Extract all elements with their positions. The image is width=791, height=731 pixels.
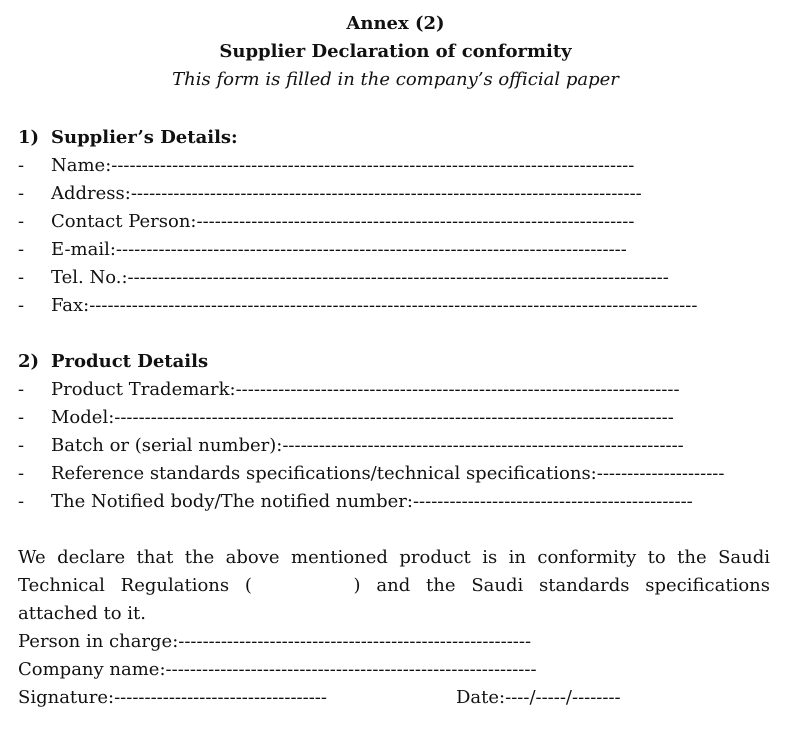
declaration-word: to (647, 547, 666, 568)
section-product-details-title (18, 348, 208, 376)
bullet-dash: - (18, 407, 25, 428)
field-fax (18, 292, 746, 320)
declaration-line-2 (18, 572, 770, 600)
declaration-line-3: attached to it. (18, 603, 147, 624)
field-label: Model:-------------------------------------------------------------------------------------------- (51, 407, 674, 428)
declaration-word: above (225, 547, 280, 568)
annex-label: Annex (2) (346, 13, 445, 34)
declaration-word: conformity (537, 547, 637, 568)
field-batch-serial (18, 432, 748, 460)
field-address (18, 180, 725, 208)
declaration-word: and (376, 575, 411, 596)
form-title: Supplier Declaration of conformity (219, 41, 572, 62)
bullet-dash: - (18, 211, 25, 232)
field-product-trademark (18, 376, 751, 404)
regulation-blank (268, 572, 338, 600)
section-number: 2) (18, 351, 40, 372)
field-label: E-mail:------------------------------------------------------------------------------------ (51, 239, 627, 260)
declaration-word: in (508, 547, 526, 568)
field-email (18, 236, 723, 264)
field-label: The Notified body/The notified number:---------------------------------------------- (51, 491, 693, 512)
section-title-text: Product Details (51, 351, 209, 372)
bullet-dash: - (18, 295, 25, 316)
declaration-word: Saudi (718, 547, 770, 568)
bullet-dash: - (18, 239, 25, 260)
declaration-word: standards (539, 575, 630, 596)
field-date: Date:----/-----/-------- (456, 687, 621, 708)
field-model (18, 404, 749, 432)
declaration-word: the (184, 547, 215, 568)
bullet-dash: - (18, 491, 25, 512)
declaration-word: that (136, 547, 174, 568)
declaration-word: the (426, 575, 456, 596)
declaration-word: Technical (18, 575, 105, 596)
declaration-paragraph (18, 544, 770, 628)
field-name (18, 152, 718, 180)
declaration-word: the (677, 547, 707, 568)
section-number: 1) (18, 127, 40, 148)
section-title-text: Supplier’s Details: (51, 127, 238, 148)
field-label: Tel. No.:----------------------------------------------------------------------------------------- (51, 267, 669, 288)
bullet-dash: - (18, 435, 25, 456)
field-label: Reference standards specifications/technical specifications:--------------------- (51, 463, 725, 484)
declaration-word: specifications (645, 575, 770, 596)
declaration-word: Saudi (471, 575, 524, 596)
field-label: Name:-------------------------------------------------------------------------------------- (51, 155, 635, 176)
declaration-word: ( (244, 575, 252, 596)
field-label: Batch or (serial number):------------------------------------------------------------------ (51, 435, 684, 456)
bullet-dash: - (18, 183, 25, 204)
field-notified-body (18, 488, 763, 516)
section-supplier-details-title (18, 124, 238, 152)
declaration-word: mentioned (291, 547, 388, 568)
field-label: Fax:---------------------------------------------------------------------------------------------------- (51, 295, 698, 316)
bullet-dash: - (18, 267, 25, 288)
declaration-word: is (482, 547, 498, 568)
field-company-name: Company name:------------------------------------------------------------- (18, 659, 537, 680)
bullet-dash: - (18, 463, 25, 484)
field-signature: Signature:----------------------------------- (18, 687, 327, 708)
bullet-dash: - (18, 155, 25, 176)
declaration-word: product (399, 547, 471, 568)
declaration-word: Regulations (120, 575, 230, 596)
declaration-word: declare (57, 547, 126, 568)
declaration-line-1 (18, 544, 770, 572)
form-header (0, 10, 791, 94)
field-label: Address:------------------------------------------------------------------------------------ (51, 183, 642, 204)
field-label: Contact Person:------------------------------------------------------------------------ (51, 211, 635, 232)
field-contact-person (18, 208, 717, 236)
field-label: Product Trademark:------------------------------------------------------------------------- (51, 379, 680, 400)
declaration-word: We (18, 547, 46, 568)
declaration-word: ) (353, 575, 361, 596)
field-person-in-charge: Person in charge:---------------------------------------------------------- (18, 631, 532, 652)
bullet-dash: - (18, 379, 25, 400)
field-reference-standards (18, 460, 764, 488)
form-subtitle: This form is filled in the company’s official paper (172, 69, 619, 90)
field-tel (18, 264, 739, 292)
